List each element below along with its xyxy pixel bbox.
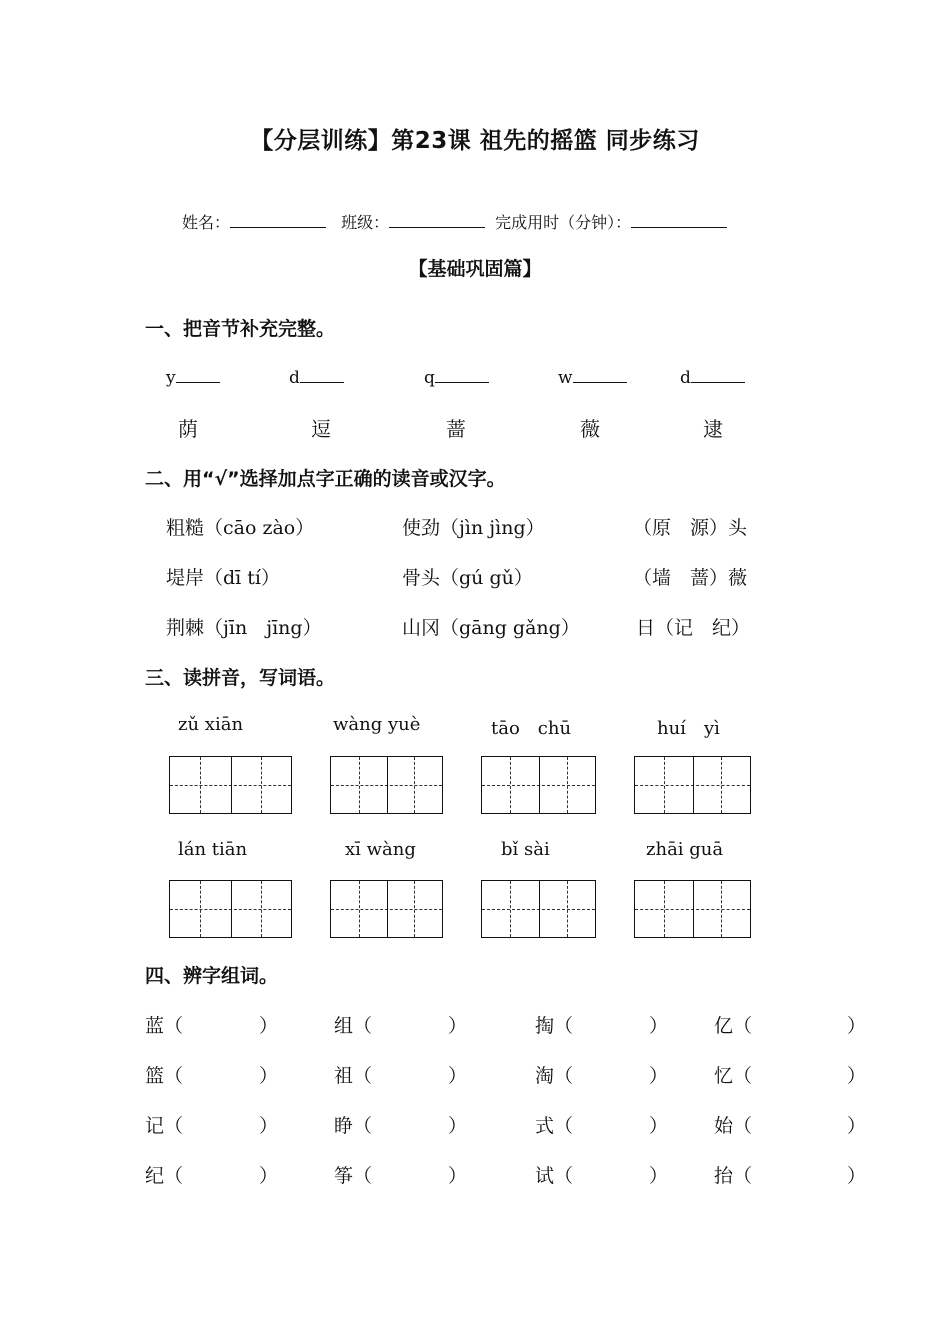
q4-item-2-4[interactable]: 忆（ ） [714,1065,867,1087]
q2-option-1-3[interactable]: （原 源）头 [633,517,748,539]
q1-char-3: 蔷 [446,417,466,441]
class-blank[interactable] [389,211,485,228]
writing-grid[interactable] [481,880,596,938]
q2-option-3-1[interactable]: 荆棘（jīn jīng） [166,617,322,639]
q2-title: 二、用“√”选择加点字正确的读音或汉字。 [145,468,506,490]
q4-item-1-2[interactable]: 组（ ） [334,1015,468,1037]
q2-option-2-2[interactable]: 骨头（gú gǔ） [402,567,533,589]
q4-item-1-4[interactable]: 亿（ ） [714,1015,867,1037]
writing-grid[interactable] [169,880,292,938]
q3-title: 三、读拼音，写词语。 [145,667,336,689]
q3-pinyin-5: lán tiān [178,839,248,860]
writing-grid[interactable] [330,880,443,938]
writing-grid[interactable] [634,880,751,938]
q3-pinyin-8: zhāi guā [646,839,724,860]
q1-char-4: 薇 [580,417,600,441]
q3-pinyin-4: huí yì [657,718,720,739]
q1-syllable-4[interactable]: w [558,368,627,388]
writing-grid[interactable] [330,756,443,814]
q4-item-4-4[interactable]: 抬（ ） [714,1165,867,1187]
q1-syllable-1[interactable]: y [166,368,220,388]
name-blank[interactable] [230,211,326,228]
q4-item-3-2[interactable]: 睁（ ） [334,1115,468,1137]
q1-char-2: 逗 [311,417,331,441]
writing-grid[interactable] [481,756,596,814]
q4-item-1-3[interactable]: 掏（ ） [535,1015,669,1037]
q4-item-4-1[interactable]: 纪（ ） [145,1165,279,1187]
q4-item-4-2[interactable]: 筝（ ） [334,1165,468,1187]
q4-item-2-2[interactable]: 祖（ ） [334,1065,468,1087]
name-label: 姓名： [182,213,231,232]
q2-option-2-1[interactable]: 堤岸（dī tí） [166,567,280,589]
q1-syllable-2[interactable]: d [289,368,344,388]
time-label: 完成用时（分钟）： [495,213,632,232]
q3-pinyin-3: tāo chū [491,718,572,739]
writing-grid[interactable] [169,756,292,814]
q4-item-4-3[interactable]: 试（ ） [535,1165,669,1187]
student-info-line [182,210,727,233]
q3-pinyin-6: xī wàng [345,839,416,860]
q4-item-3-1[interactable]: 记（ ） [145,1115,279,1137]
q1-char-5: 逮 [703,417,723,441]
time-blank[interactable] [631,211,727,228]
q4-item-2-3[interactable]: 淘（ ） [535,1065,669,1087]
section-heading: 【基础巩固篇】 [408,258,542,280]
q3-pinyin-1: zǔ xiān [178,714,244,735]
q4-title: 四、辨字组词。 [145,965,279,987]
q1-syllable-5[interactable]: d [680,368,745,388]
q1-char-1: 荫 [178,417,198,441]
q2-option-1-2[interactable]: 使劲（jìn jìng） [402,517,545,539]
q4-item-3-4[interactable]: 始（ ） [714,1115,867,1137]
q3-pinyin-2: wàng yuè [333,714,421,735]
page-title: 【分层训练】第23课 祖先的摇篮 同步练习 [250,128,700,154]
writing-grid[interactable] [634,756,751,814]
q2-option-1-1[interactable]: 粗糙（cāo zào） [166,517,315,539]
q2-option-3-3[interactable]: 日（记 纪） [636,617,751,639]
q1-title: 一、把音节补充完整。 [145,318,336,340]
q4-item-2-1[interactable]: 篮（ ） [145,1065,279,1087]
class-label: 班级： [341,213,390,232]
q2-option-3-2[interactable]: 山冈（gāng gǎng） [402,617,580,639]
q4-item-1-1[interactable]: 蓝（ ） [145,1015,279,1037]
q2-option-2-3[interactable]: （墙 蔷）薇 [633,567,748,589]
q3-pinyin-7: bǐ sài [501,839,550,860]
q1-syllable-3[interactable]: q [424,368,489,388]
q4-item-3-3[interactable]: 式（ ） [535,1115,669,1137]
